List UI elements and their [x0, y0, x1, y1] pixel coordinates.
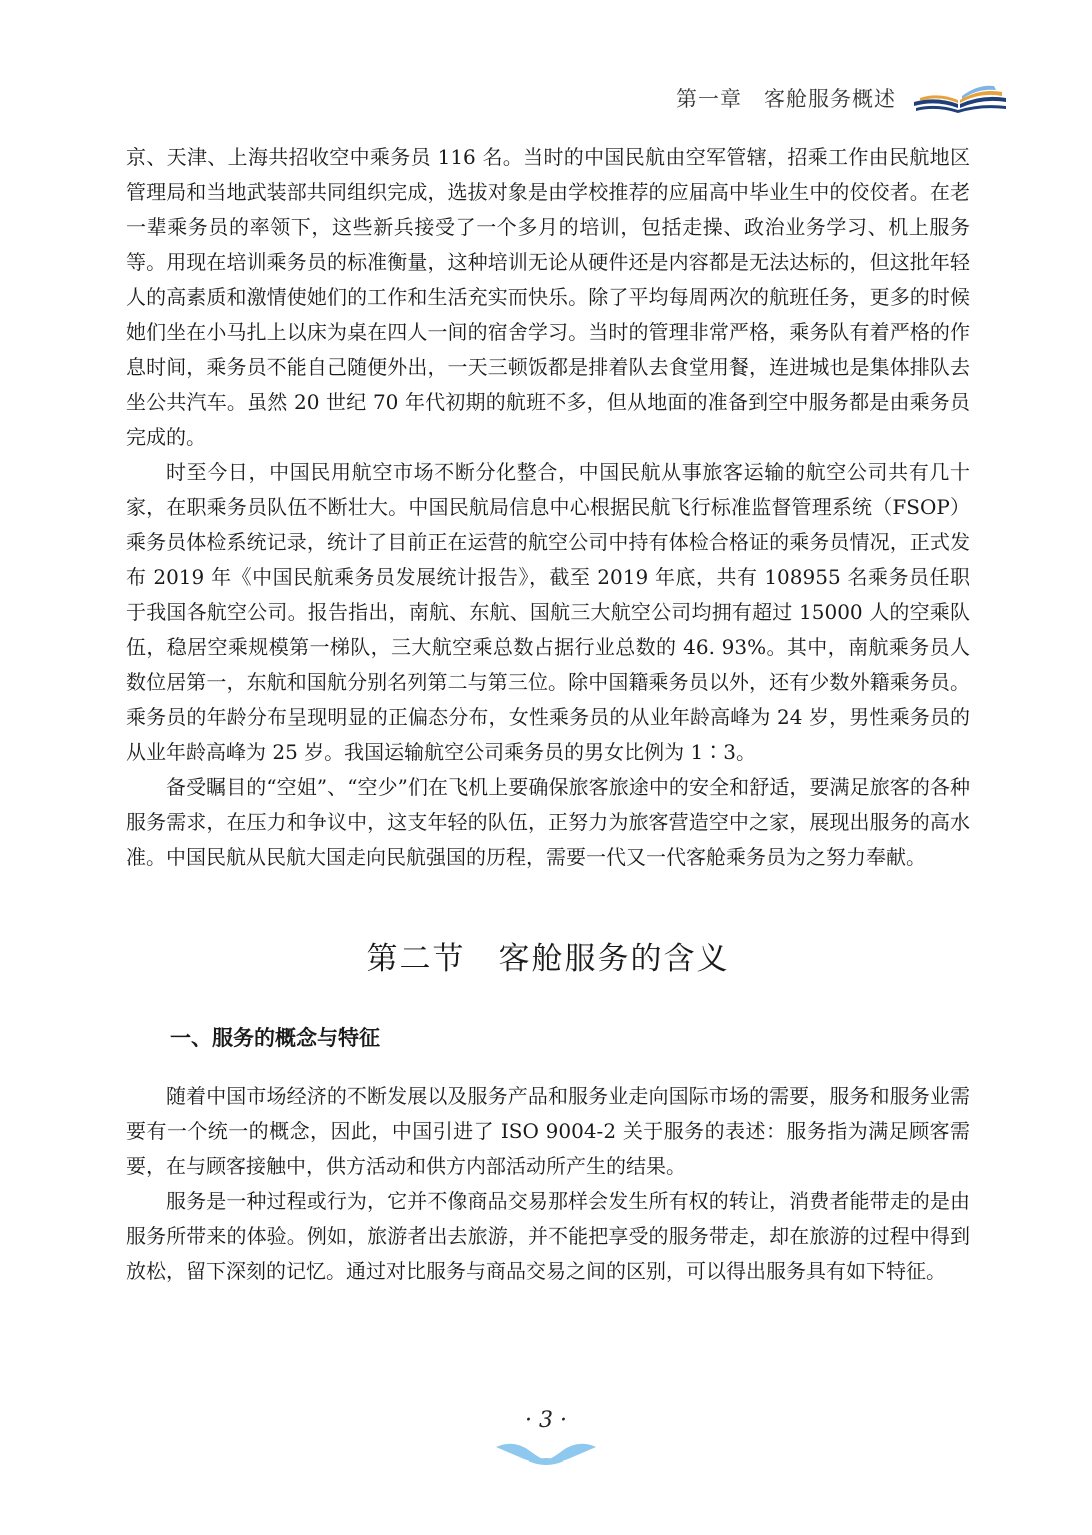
- running-header: [676, 78, 1010, 118]
- body-paragraph: 服务是一种过程或行为，它并不像商品交易那样会发生所有权的转让，消费者能带走的是由服务所带来的体验。例如，旅游者出去旅游，并不能把享受的服务带走，却在旅游的过程中得到放松，留下深刻的记忆。通过对比服务与商品交易之间的区别，可以得出服务具有如下特征。: [126, 1189, 970, 1283]
- body-paragraph: 备受瞩目的“空姐”、“空少”们在飞机上要确保旅客旅途中的安全和舒适，要满足旅客的各种服务需求，在压力和争议中，这支年轻的队伍，正努力为旅客营造空中之家，展现出服务的高水准。中国民航从民航大国走向民航强国的历程，需要一代又一代客舱乘务员为之努力奉献。: [126, 775, 970, 869]
- body-paragraph: 随着中国市场经济的不断发展以及服务产品和服务业走向国际市场的需要，服务和服务业需要有一个统一的概念，因此，中国引进了 ISO 9004-2 关于服务的表述：服务指为满足顾客需要，在与顾客接触中，供方活动和供方内部活动所产生的结果。: [126, 1084, 970, 1178]
- page-number: · 3 ·: [525, 1408, 567, 1433]
- page-footer: [0, 1408, 1092, 1471]
- body-paragraph: 京、天津、上海共招收空中乘务员 116 名。当时的中国民航由空军管辖，招乘工作由民航地区管理局和当地武装部共同组织完成，选拔对象是由学校推荐的应届高中毕业生中的佼佼者。在老一辈乘务员的率领下，这些新兵接受了一个多月的培训，包括走操、政治业务学习、机上服务等。用现在培训乘务员的标准衡量，这种培训无论从硬件还是内容都是无法达标的，但这批年轻人的高素质和激情使她们的工作和生活充实而快乐。除了平均每周两次的航班任务，更多的时候她们坐在小马扎上以床为桌在四人一间的宿舍学习。当时的管理非常严格，乘务队有着严格的作息时间，乘务员不能自己随便外出，一天三顿饭都是排着队去食堂用餐，连进城也是集体排队去坐公共汽车。虽然 20 世纪 70 年代初期的航班不多，但从地面的准备到空中服务都是由乘务员完成的。: [126, 145, 970, 449]
- chapter-title: 第一章 客舱服务概述: [676, 87, 896, 111]
- page-content: [126, 140, 970, 1289]
- wave-ornament-icon: [494, 1437, 598, 1471]
- section-heading: 第二节 客舱服务的含义: [366, 941, 730, 977]
- body-paragraph: 时至今日，中国民用航空市场不断分化整合，中国民航从事旅客运输的航空公司共有几十家，在职乘务员队伍不断壮大。中国民航局信息中心根据民航飞行标准监督管理系统（FSOP）乘务员体检系统记录，统计了目前正在运营的航空公司中持有体检合格证的乘务员情况，正式发布 2019 年《中国民航乘务员发展统计报告》，截至 2019 年底，共有 108955 名乘务员任职于我国各航空公司。报告指出，南航、东航、国航三大航空公司均拥有超过 15000 人的空乘队伍，稳居空乘规模第一梯队，三大航空乘总数占据行业总数的 46. 93%。其中，南航乘务员人数位居第一，东航和国航分别名列第二与第三位。除中国籍乘务员以外，还有少数外籍乘务员。乘务员的年龄分布呈现明显的正偏态分布，女性乘务员的从业年龄高峰为 24 岁，男性乘务员的从业年龄高峰为 25 岁。我国运输航空公司乘务员的男女比例为 1∶3。: [126, 460, 970, 764]
- open-book-icon: [910, 78, 1010, 118]
- subsection-heading: 一、服务的概念与特征: [170, 1026, 380, 1050]
